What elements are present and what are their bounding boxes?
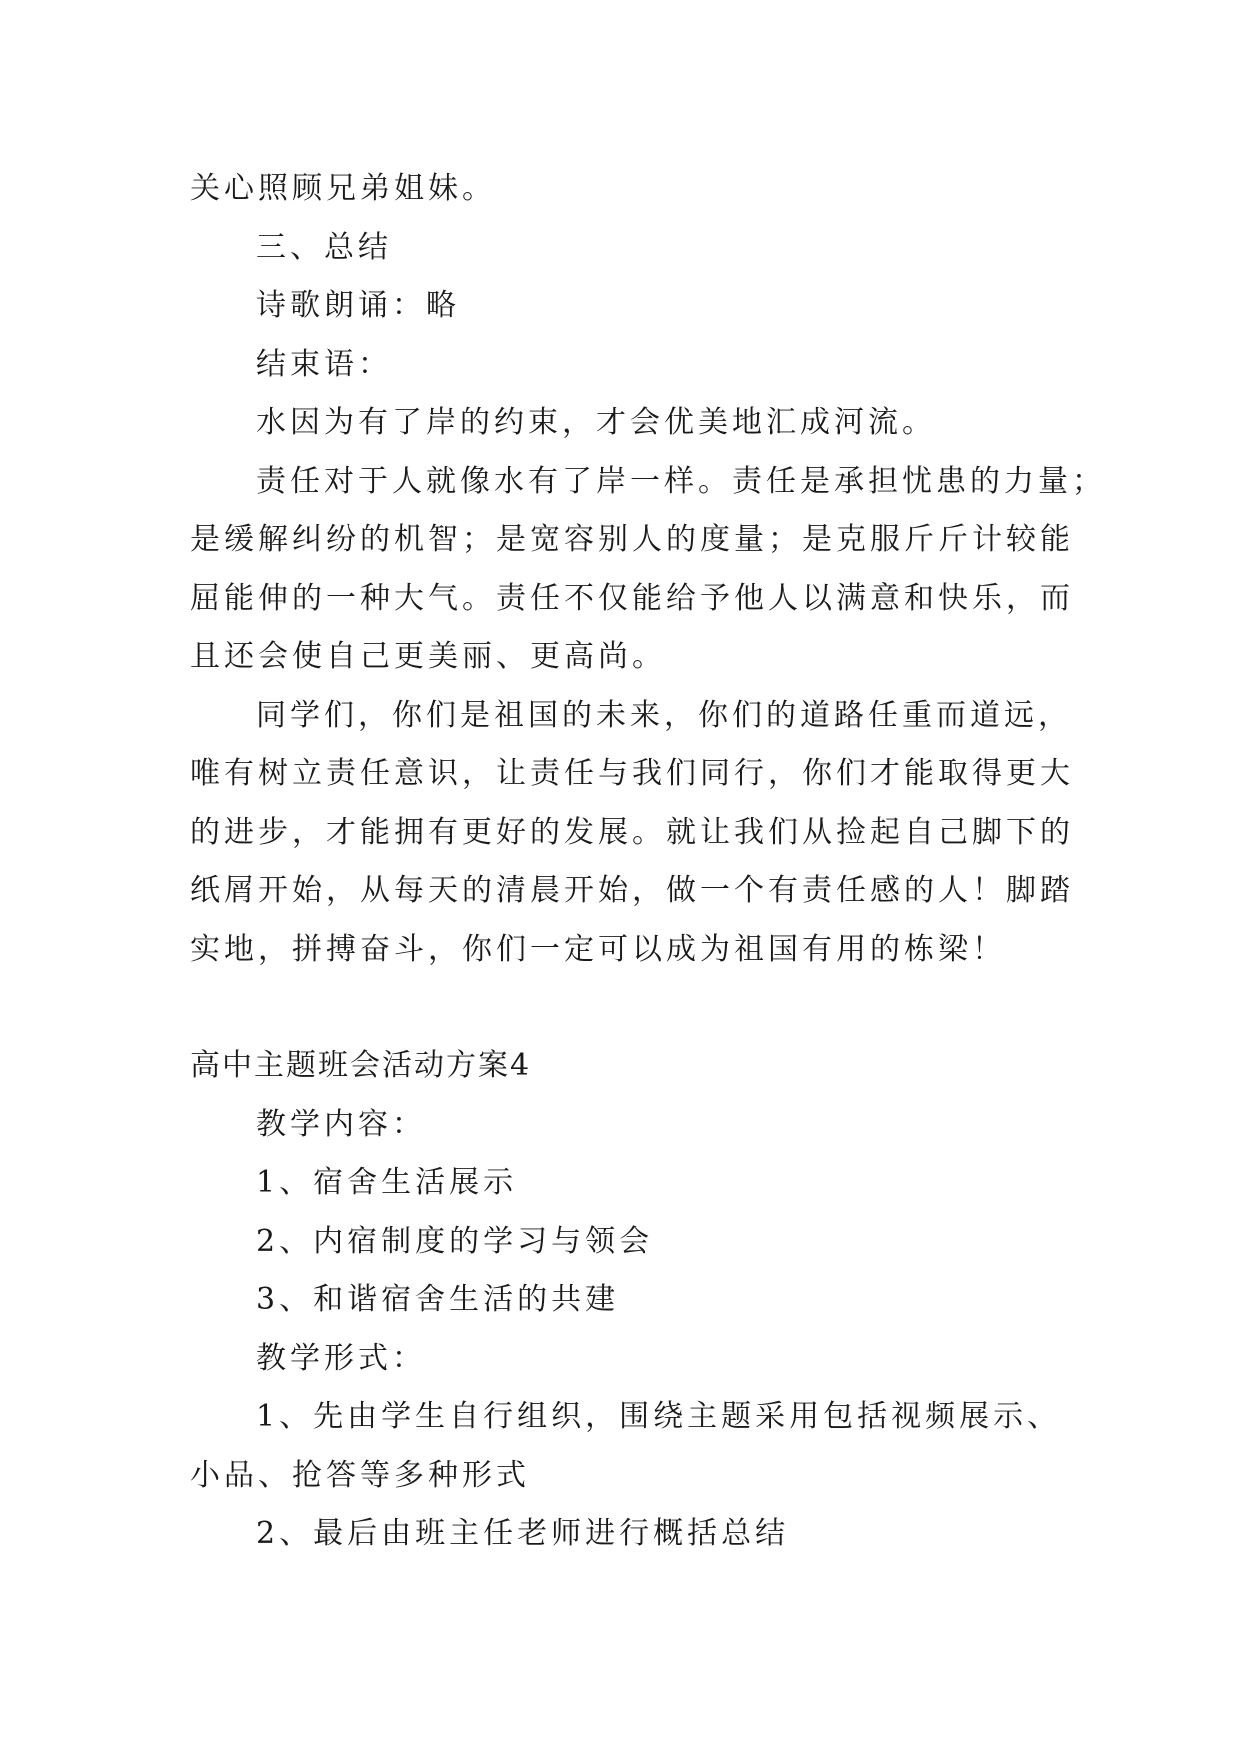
- list-item: 1、先由学生自行组织，围绕主题采用包括视频展示、: [256, 1399, 1062, 1434]
- list-item: 3、和谐宿舍生活的共建: [256, 1282, 620, 1317]
- section-heading: 三、总结: [256, 229, 392, 265]
- text-line: 小品、抢答等多种形式: [190, 1457, 530, 1493]
- text-line: 实地，拼搏奋斗，你们一定可以成为祖国有用的栋梁！: [190, 931, 1006, 967]
- document-page: [190, 160, 1106, 1564]
- text-line: 是缓解纠纷的机智；是宽容别人的度量；是克服斤斤计较能: [190, 522, 1074, 557]
- text-line: 责任对于人就像水有了岸一样。责任是承担忧患的力量；: [256, 463, 1106, 499]
- text-line: 同学们，你们是祖国的未来，你们的道路任重而道远，: [256, 697, 1072, 733]
- text-line: 关心照顾兄弟姐妹。: [190, 171, 496, 206]
- paragraph: [190, 453, 1106, 687]
- text-line: 教学形式：: [256, 1340, 426, 1376]
- text-line: 纸屑开始，从每天的清晨开始，做一个有责任感的人！脚踏: [190, 873, 1074, 908]
- plan-title: 高中主题班会活动方案4: [190, 1048, 532, 1083]
- text-line: 结束语：: [256, 346, 392, 382]
- text-line: 水因为有了岸的约束，才会优美地汇成河流。: [256, 405, 936, 440]
- paragraph: [190, 687, 1074, 980]
- text-line: 诗歌朗诵：略: [256, 288, 460, 323]
- text-line: 唯有树立责任意识，让责任与我们同行，你们才能取得更大: [190, 756, 1074, 791]
- text-line: 屈能伸的一种大气。责任不仅能给予他人以满意和快乐，而: [190, 580, 1074, 616]
- list-item: 2、最后由班主任老师进行概括总结: [256, 1516, 790, 1551]
- spacer: [190, 979, 1070, 1037]
- text-line: 教学内容：: [256, 1106, 426, 1142]
- text-line: 的进步，才能拥有更好的发展。就让我们从捡起自己脚下的: [190, 814, 1074, 850]
- list-item: 2、内宿制度的学习与领会: [256, 1223, 654, 1259]
- list-item: 1、宿舍生活展示: [256, 1165, 518, 1200]
- text-line: 且还会使自己更美丽、更高尚。: [190, 639, 666, 674]
